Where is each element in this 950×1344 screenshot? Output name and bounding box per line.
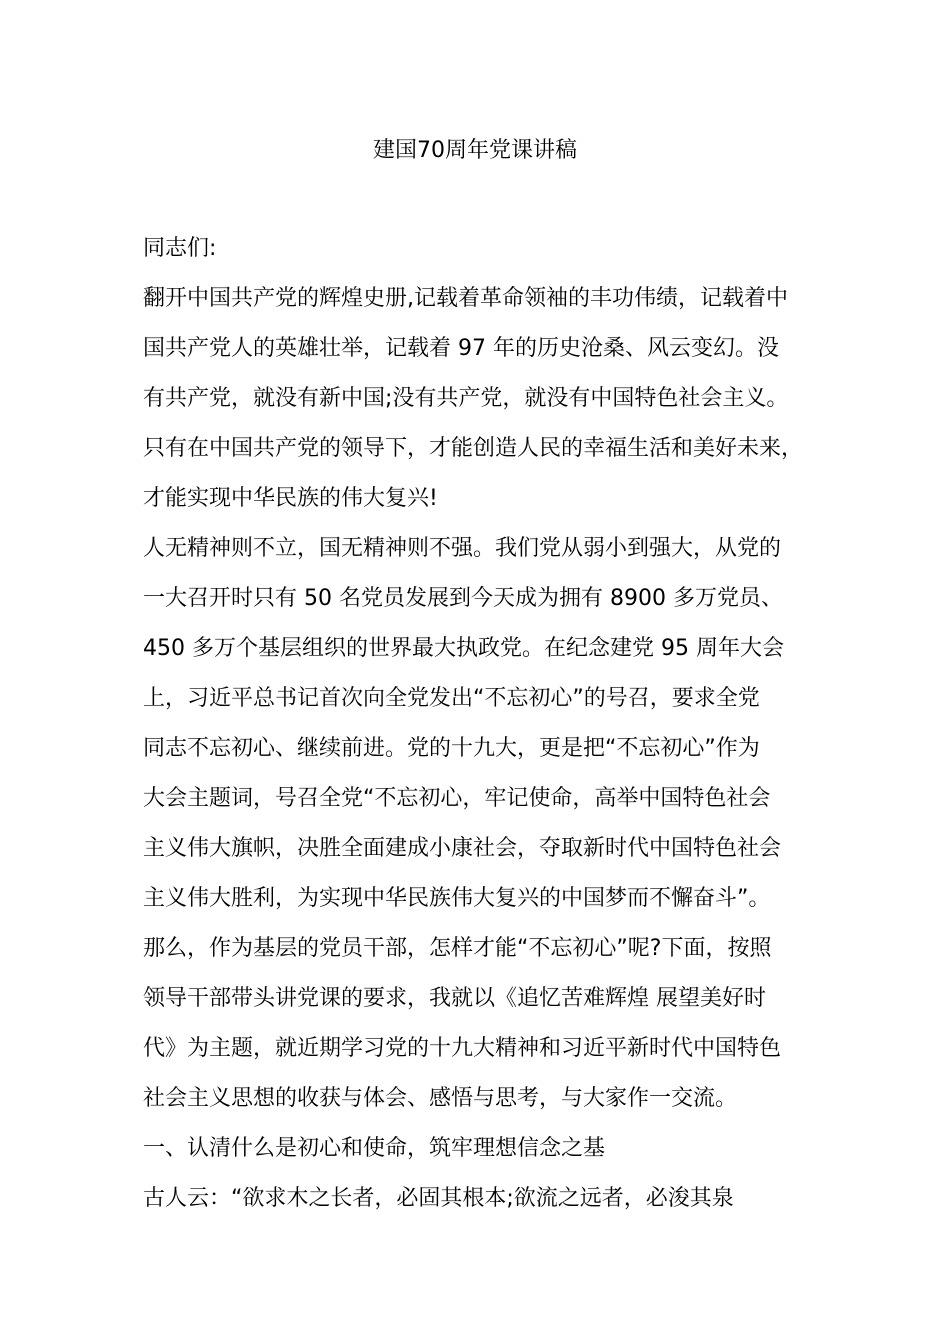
paragraph-3 — [143, 924, 813, 1124]
paragraph-line: 人无精神则不立，国无精神则不强。我们党从弱小到强大，从党的 — [143, 536, 782, 561]
paragraph-line: 那么，作为基层的党员干部，怎样才能“不忘初心”呢?下面，按照 — [143, 936, 772, 961]
paragraph-1 — [143, 274, 813, 524]
document-body — [143, 224, 813, 1224]
salutation-paragraph — [143, 224, 813, 274]
paragraph-line: 有共产党，就没有新中国;没有共产党，就没有中国特色社会主义。 — [143, 386, 789, 411]
paragraph-line: 主义伟大胜利，为实现中华民族伟大复兴的中国梦而不懈奋斗”。 — [143, 886, 771, 911]
paragraph-line: 同志们: — [143, 236, 217, 261]
paragraph-line: 翻开中国共产党的辉煌史册,记载着革命领袖的丰功伟绩，记载着中 — [143, 286, 788, 311]
document-title: 建国70周年党课讲稿 — [373, 138, 577, 163]
paragraph-line: 只有在中国共产党的领导下，才能创造人民的幸福生活和美好未来， — [143, 436, 804, 461]
paragraph-line: 国共产党人的英雄壮举，记载着 97 年的历史沧桑、风云变幻。没 — [143, 336, 779, 361]
paragraph-4 — [143, 1174, 813, 1224]
heading-line: 一、认清什么是初心和使命，筑牢理想信念之基 — [143, 1136, 606, 1161]
paragraph-line: 上，习近平总书记首次向全党发出“不忘初心”的号召，要求全党 — [143, 686, 760, 711]
paragraph-line: 一大召开时只有 50 名党员发展到今天成为拥有 8900 多万党员、 — [143, 586, 783, 611]
paragraph-line: 大会主题词，号召全党“不忘初心，牢记使命，高举中国特色社会 — [143, 786, 771, 811]
paragraph-line: 社会主义思想的收获与体会、感悟与思考，与大家作一交流。 — [143, 1086, 738, 1111]
paragraph-line: 古人云：“欲求木之长者，必固其根本;欲流之远者，必浚其泉 — [143, 1186, 734, 1211]
paragraph-line: 领导干部带头讲党课的要求，我就以《追忆苦难辉煌 展望美好时 — [143, 986, 766, 1011]
section-heading-1 — [143, 1124, 813, 1174]
paragraph-line: 主义伟大旗帜，决胜全面建成小康社会，夺取新时代中国特色社会 — [143, 836, 782, 861]
paragraph-2 — [143, 524, 813, 924]
paragraph-line: 同志不忘初心、继续前进。党的十九大，更是把“不忘初心”作为 — [143, 736, 760, 761]
paragraph-line: 450 多万个基层组织的世界最大执政党。在纪念建党 95 周年大会 — [143, 636, 784, 661]
paragraph-line: 代》为主题，就近期学习党的十九大精神和习近平新时代中国特色 — [143, 1036, 782, 1061]
paragraph-line: 才能实现中华民族的伟大复兴! — [143, 486, 438, 511]
